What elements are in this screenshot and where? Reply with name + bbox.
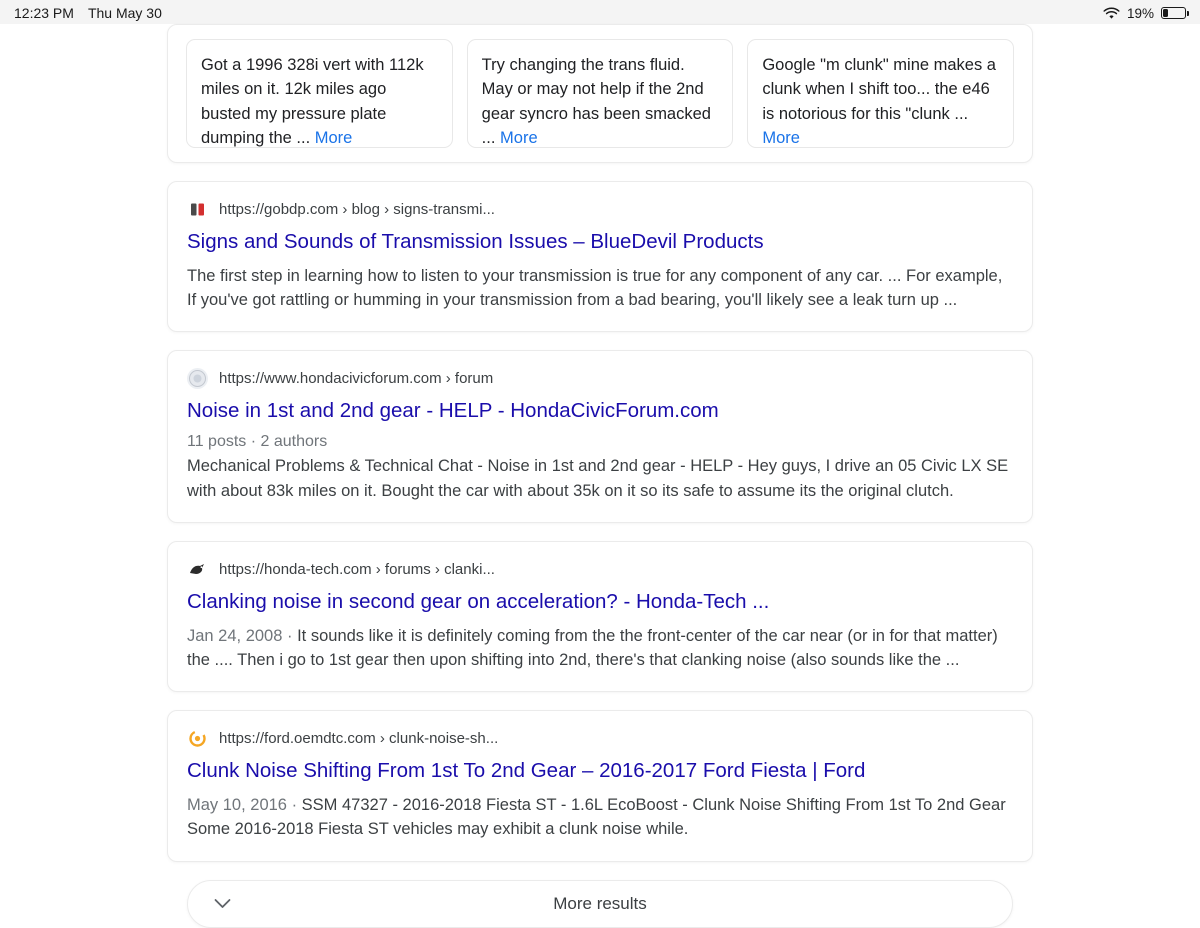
result-title[interactable]: Noise in 1st and 2nd gear - HELP - HondaCivicForum.com — [187, 399, 719, 423]
carousel-snippet-more-link[interactable]: More — [762, 128, 800, 147]
battery-percent-label: 19% — [1126, 5, 1154, 21]
carousel-snippet-more-link[interactable]: More — [314, 128, 353, 147]
battery-icon — [1161, 7, 1186, 19]
result-description-text: It sounds like it is definitely coming from the the front-center of the car near (or in for that matter) the .... Then i go to 1st gear then upon shifting into 2nd, there's that clanking noise (also sounds like the ... — [187, 626, 998, 669]
carousel-snippet-more-link[interactable]: More — [500, 128, 538, 147]
bluedevil-favicon — [187, 199, 208, 220]
result-url[interactable]: https://gobdp.com › blog › signs-transmi... — [219, 201, 495, 218]
carousel-snippet-text: Got a 1996 328i vert with 112k miles on it. 12k miles ago busted my pressure plate dumping the ... — [201, 56, 424, 147]
result-date: May 10, 2016 · — [187, 796, 298, 814]
search-result[interactable] — [167, 710, 1033, 861]
result-url[interactable]: https://ford.oemdtc.com › clunk-noise-sh... — [219, 730, 499, 748]
snippet-carousel[interactable] — [167, 24, 1033, 163]
wifi-icon — [1103, 7, 1120, 20]
results-list — [167, 24, 1033, 928]
result-title[interactable]: Signs and Sounds of Transmission Issues – BlueDevil Products — [187, 230, 764, 253]
more-results-label: More results — [553, 893, 647, 913]
result-header — [187, 728, 1013, 749]
result-url[interactable]: https://www.hondacivicforum.com › forum — [219, 370, 494, 388]
result-title[interactable]: Clunk Noise Shifting From 1st To 2nd Gear – 2016-2017 Ford Fiesta | Ford — [187, 759, 866, 783]
chevron-down-icon — [214, 898, 231, 909]
carousel-snippet-text: Try changing the trans fluid. May or may not help if the 2nd gear syncro has been smacked ... — [481, 56, 711, 147]
result-header — [187, 368, 1013, 389]
hondacivicforum-favicon — [187, 368, 208, 389]
carousel-snippet[interactable] — [186, 39, 453, 148]
result-description — [187, 793, 1013, 842]
carousel-snippet[interactable] — [467, 39, 734, 148]
carousel-snippet[interactable] — [747, 39, 1014, 148]
search-result[interactable] — [167, 541, 1033, 692]
snippet-carousel-inner — [168, 25, 1032, 162]
result-description: The first step in learning how to listen to your transmission is true for any component of any car. ... For example, If you've got rattling or humming in your transmission from a bad bearing, you'll likely see a leak turn up ... — [187, 266, 1003, 310]
result-meta: 11 posts · 2 authors — [187, 433, 328, 451]
carousel-snippet-text: Google "m clunk" mine makes a clunk when I shift too... the e46 is notorious for this "clunk ... — [762, 56, 996, 123]
result-title[interactable]: Clanking noise in second gear on acceleration? - Honda-Tech ... — [187, 589, 770, 613]
search-results-page — [0, 24, 1200, 913]
result-description-text: SSM 47327 - 2016-2018 Fiesta ST - 1.6L EcoBoost - Clunk Noise Shifting From 1st To 2nd Gear Some 2016-2018 Fiesta ST vehicles may exhibit a clunk noise while. — [187, 796, 1006, 839]
more-results-button[interactable] — [187, 880, 1013, 928]
search-result[interactable] — [167, 350, 1033, 522]
result-description — [187, 624, 1013, 673]
ford-favicon — [187, 728, 208, 749]
result-header — [187, 199, 1013, 220]
status-bar — [0, 0, 1200, 26]
result-description: Mechanical Problems & Technical Chat - Noise in 1st and 2nd gear - HELP - Hey guys, I drive an 05 Civic LX SE with about 83k miles on it. Bought the car with about 35k on it so its safe to assume its the original clutch. — [187, 457, 1009, 500]
status-time: 12:23 PM — [14, 5, 74, 21]
result-url[interactable]: https://honda-tech.com › forums › clanki... — [219, 560, 495, 578]
status-bar-right — [1103, 6, 1186, 21]
status-bar-left — [14, 5, 162, 21]
result-header — [187, 559, 1013, 580]
hondatech-favicon — [187, 559, 208, 580]
result-date: Jan 24, 2008 · — [187, 626, 293, 645]
search-result[interactable] — [167, 181, 1033, 332]
status-date: Thu May 30 — [87, 5, 162, 21]
